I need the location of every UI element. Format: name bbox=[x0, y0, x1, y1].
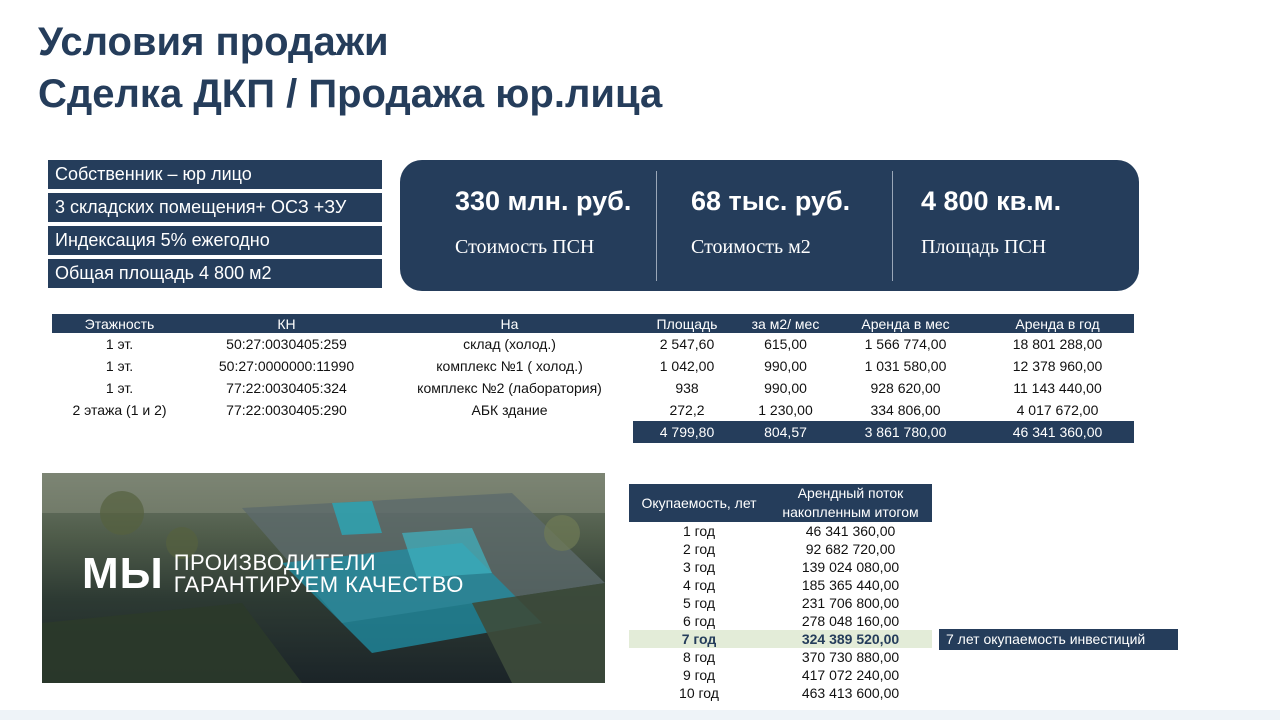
payback-amount: 370 730 880,00 bbox=[801, 649, 900, 665]
payback-note: 7 лет окупаемость инвестиций bbox=[939, 629, 1178, 650]
cell-floors: 2 этажа (1 и 2) bbox=[72, 402, 167, 418]
payback-year: 7 год bbox=[629, 630, 769, 648]
payback-header-flow bbox=[769, 484, 932, 522]
tag-indexation: Индексация 5% ежегодно bbox=[48, 226, 382, 255]
stat-price-per-m2-label: Стоимость м2 bbox=[691, 236, 811, 258]
payback-amount: 46 341 360,00 bbox=[805, 523, 896, 539]
cell-rate: 1 230,00 bbox=[758, 402, 813, 418]
payback-row bbox=[629, 612, 932, 630]
table-header-row bbox=[52, 314, 1134, 333]
table-row bbox=[52, 377, 1134, 399]
stat-price-per-m2-value: 68 тыс. руб. bbox=[691, 186, 851, 216]
cell-rent-year: 18 801 288,00 bbox=[1012, 336, 1103, 352]
cell-cadastral: 77:22:0030405:290 bbox=[226, 402, 347, 418]
page-title bbox=[38, 16, 662, 120]
stat-divider bbox=[656, 171, 657, 281]
payback-row bbox=[629, 630, 932, 648]
bottom-strip bbox=[0, 710, 1280, 720]
cell-purpose: комплекс №1 ( холод.) bbox=[436, 358, 583, 374]
col-header-rate: за м2/ мес bbox=[741, 314, 830, 333]
payback-table bbox=[629, 484, 932, 702]
cell-cadastral: 50:27:0000000:11990 bbox=[218, 358, 355, 374]
rent-table bbox=[52, 314, 1134, 443]
col-header-rent-year: Аренда в год bbox=[981, 314, 1134, 333]
cell-cadastral: 50:27:0030405:259 bbox=[226, 336, 347, 352]
cell-empty bbox=[52, 421, 187, 443]
cell-rent-month: 334 806,00 bbox=[870, 402, 941, 418]
payback-year: 8 год bbox=[682, 649, 716, 665]
payback-year: 5 год bbox=[682, 595, 716, 611]
tag-owner: Собственник – юр лицо bbox=[48, 160, 382, 189]
brand-line-2: ГАРАНТИРУЕМ КАЧЕСТВО bbox=[173, 572, 464, 597]
payback-amount: 278 048 160,00 bbox=[801, 613, 900, 629]
total-rent-month: 3 861 780,00 bbox=[830, 421, 981, 443]
payback-amount: 185 365 440,00 bbox=[801, 577, 900, 593]
stat-divider bbox=[892, 171, 893, 281]
stat-price-label: Стоимость ПСН bbox=[455, 236, 595, 258]
stat-area-label: Площадь ПСН bbox=[921, 236, 1047, 258]
payback-header-flow-line-2: накопленным итогом bbox=[782, 504, 919, 520]
payback-row bbox=[629, 522, 932, 540]
table-row bbox=[52, 355, 1134, 377]
payback-row bbox=[629, 594, 932, 612]
photo-brand bbox=[82, 549, 464, 599]
cell-area: 1 042,00 bbox=[659, 358, 715, 374]
tag-total-area: Общая площадь 4 800 м2 bbox=[48, 259, 382, 288]
col-header-rent-month: Аренда в мес bbox=[830, 314, 981, 333]
cell-rent-year: 11 143 440,00 bbox=[1013, 380, 1102, 396]
payback-body bbox=[629, 522, 932, 702]
payback-row bbox=[629, 684, 932, 702]
table-row bbox=[52, 333, 1134, 355]
payback-row bbox=[629, 540, 932, 558]
payback-row bbox=[629, 558, 932, 576]
stat-area-value: 4 800 кв.м. bbox=[921, 186, 1062, 216]
cell-purpose: АБК здание bbox=[471, 402, 548, 418]
payback-amount: 231 706 800,00 bbox=[801, 595, 900, 611]
payback-amount: 92 682 720,00 bbox=[805, 541, 896, 557]
brand-tagline bbox=[174, 552, 464, 596]
cell-rate: 990,00 bbox=[764, 358, 807, 374]
cell-rate: 990,00 bbox=[764, 380, 807, 396]
payback-row bbox=[629, 666, 932, 684]
payback-year: 9 год bbox=[682, 667, 716, 683]
cell-floors: 1 эт. bbox=[105, 358, 134, 374]
brand-line-1: ПРОИЗВОДИТЕЛИ bbox=[173, 550, 377, 575]
payback-amount: 139 024 080,00 bbox=[801, 559, 900, 575]
cell-area: 938 bbox=[675, 380, 699, 396]
cell-floors: 1 эт. bbox=[105, 336, 134, 352]
tag-premises: 3 складских помещения+ ОСЗ +ЗУ bbox=[48, 193, 382, 222]
payback-year: 1 год bbox=[682, 523, 716, 539]
cell-purpose: склад (холод.) bbox=[463, 336, 556, 352]
col-header-purpose: На bbox=[386, 314, 633, 333]
col-header-cadastral: КН bbox=[187, 314, 386, 333]
payback-header-years: Окупаемость, лет bbox=[629, 484, 769, 522]
aerial-photo bbox=[42, 473, 605, 683]
cell-rent-month: 1 566 774,00 bbox=[864, 336, 947, 352]
cell-rent-month: 1 031 580,00 bbox=[864, 358, 947, 374]
cell-purpose: комплекс №2 (лаборатория) bbox=[417, 380, 602, 396]
cell-rate: 615,00 bbox=[764, 336, 807, 352]
payback-amount: 324 389 520,00 bbox=[769, 630, 932, 648]
cell-area: 272,2 bbox=[669, 402, 705, 418]
col-header-area: Площадь bbox=[633, 314, 741, 333]
total-rate: 804,57 bbox=[741, 421, 830, 443]
cell-rent-month: 928 620,00 bbox=[870, 380, 941, 396]
cell-rent-year: 4 017 672,00 bbox=[1016, 402, 1099, 418]
payback-year: 4 год bbox=[682, 577, 716, 593]
cell-floors: 1 эт. bbox=[105, 380, 134, 396]
payback-row bbox=[629, 648, 932, 666]
col-header-floors: Этажность bbox=[52, 314, 187, 333]
brand-big-text: МЫ bbox=[82, 549, 164, 598]
payback-header-row bbox=[629, 484, 932, 522]
feature-tags bbox=[48, 160, 382, 292]
cell-empty bbox=[187, 421, 386, 443]
payback-year: 6 год bbox=[682, 613, 716, 629]
payback-row bbox=[629, 576, 932, 594]
table-total-row bbox=[52, 421, 1134, 443]
payback-year: 3 год bbox=[682, 559, 716, 575]
payback-year: 10 год bbox=[679, 685, 719, 701]
payback-amount: 463 413 600,00 bbox=[801, 685, 900, 701]
total-area: 4 799,80 bbox=[633, 421, 741, 443]
title-line-1: Условия продажи bbox=[38, 20, 389, 64]
stat-price-value: 330 млн. руб. bbox=[455, 186, 632, 216]
cell-rent-year: 12 378 960,00 bbox=[1012, 358, 1103, 374]
cell-empty bbox=[386, 421, 633, 443]
payback-header-flow-line-1: Арендный поток bbox=[797, 485, 904, 501]
cell-area: 2 547,60 bbox=[659, 336, 715, 352]
payback-amount: 417 072 240,00 bbox=[801, 667, 900, 683]
title-line-2: Сделка ДКП / Продажа юр.лица bbox=[38, 72, 663, 116]
stats-panel bbox=[400, 160, 1139, 291]
payback-year: 2 год bbox=[682, 541, 716, 557]
total-rent-year: 46 341 360,00 bbox=[981, 421, 1134, 443]
table-row bbox=[52, 399, 1134, 421]
cell-cadastral: 77:22:0030405:324 bbox=[226, 380, 347, 396]
